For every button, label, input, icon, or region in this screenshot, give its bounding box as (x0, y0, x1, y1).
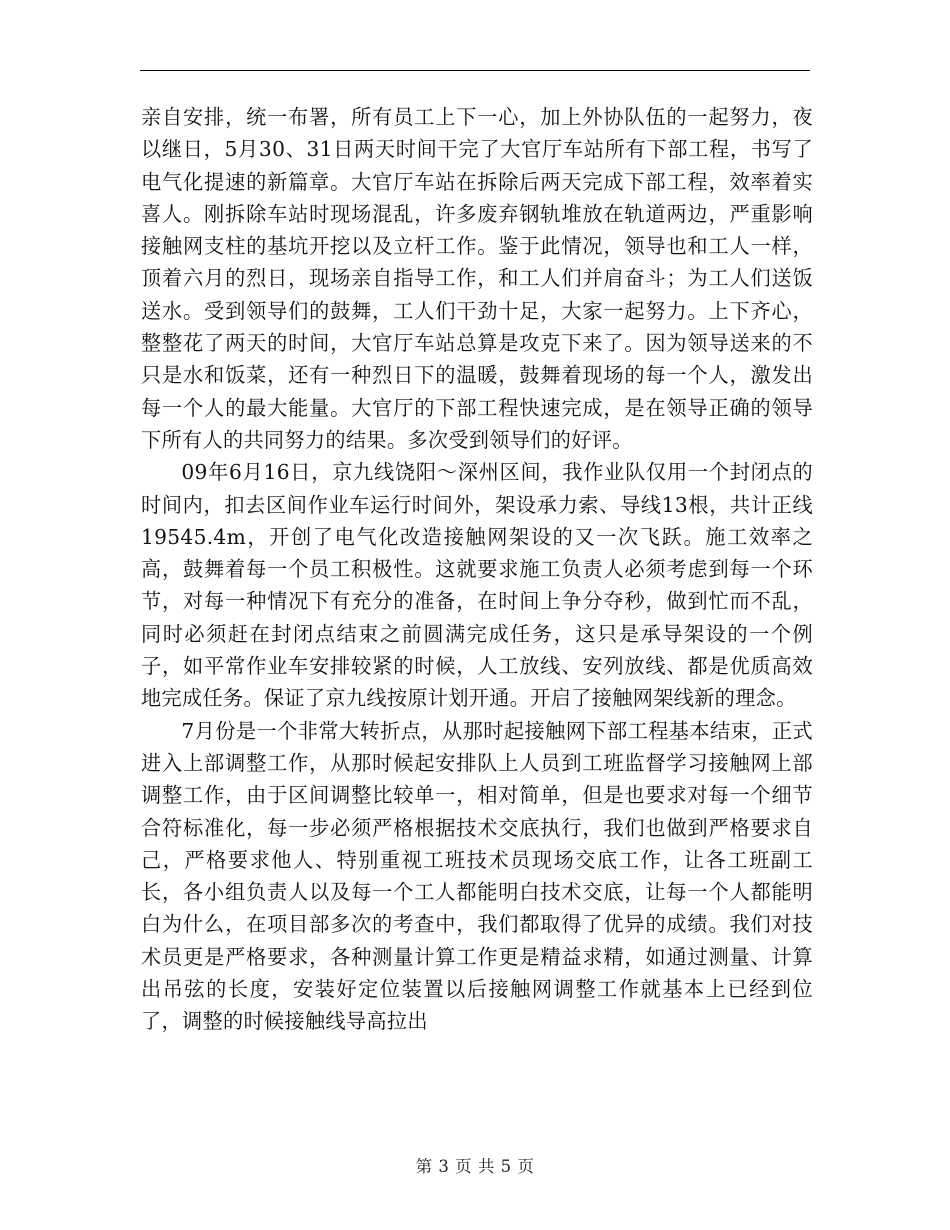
paragraph-3: 7月份是一个非常大转折点，从那时起接触网下部工程基本结束，正式进入上部调整工作，从那时候起安排队上人员到工班监督学习接触网上部调整工作，由于区间调整比较单一，相对简单，但是也要求对每一个细节合符标准化，每一步必须严格根据技术交底执行，我们也做到严格要求自己，严格要求他人、特别重视工班技术员现场交底工作，让各工班副工长，各小组负责人以及每一个工人都能明白技术交底，让每一个人都能明白为什么，在项目部多次的考查中，我们都取得了优异的成绩。我们对技术员更是严格要求，各种测量计算工作更是精益求精，如通过测量、计算出吊弦的长度，安装好定位装置以后接触网调整工作就基本上已经到位了，调整的时候接触线导高拉出 (141, 718, 813, 1034)
header-rule (140, 70, 810, 71)
paragraph-1: 亲自安排，统一布署，所有员工上下一心，加上外协队伍的一起努力，夜以继日，5月30、31日两天时间干完了大官厅车站所有下部工程，书写了电气化提速的新篇章。大官厅车站在拆除后两天完成下部工程，效率着实喜人。刚拆除车站时现场混乱，许多废弃钢轨堆放在轨道两边，严重影响接触网支柱的基坑开挖以及立杆工作。鉴于此情况，领导也和工人一样，顶着六月的烈日，现场亲自指导工作，和工人们并肩奋斗；为工人们送饭送水。受到领导们的鼓舞，工人们干劲十足，大家一起努力。上下齐心，整整花了两天的时间，大官厅车站总算是攻克下来了。因为领导送来的不只是水和饭菜，还有一种烈日下的温暖，鼓舞着现场的每一个人，激发出每一个人的最大能量。大官厅的下部工程快速完成，是在领导正确的领导下所有人的共同努力的结果。多次受到领导们的好评。 (141, 105, 813, 452)
document-body (141, 101, 813, 1038)
page-number-footer: 第 3 页 共 5 页 (415, 1157, 535, 1176)
paragraph-2: 09年6月16日，京九线饶阳～深州区间，我作业队仅用一个封闭点的时间内，扣去区间作业车运行时间外，架设承力索、导线13根，共计正线19545.4m，开创了电气化改造接触网架设的又一次飞跃。施工效率之高，鼓舞着每一个员工积极性。这就要求施工负责人必须考虑到每一个环节，对每一种情况下有充分的准备，在时间上争分夺秒，做到忙而不乱，同时必须赶在封闭点结束之前圆满完成任务，这只是承导架设的一个例子，如平常作业车安排较紧的时候，人工放线、安列放线、都是优质高效地完成任务。保证了京九线按原计划开通。开启了接触网架线新的理念。 (141, 460, 813, 711)
